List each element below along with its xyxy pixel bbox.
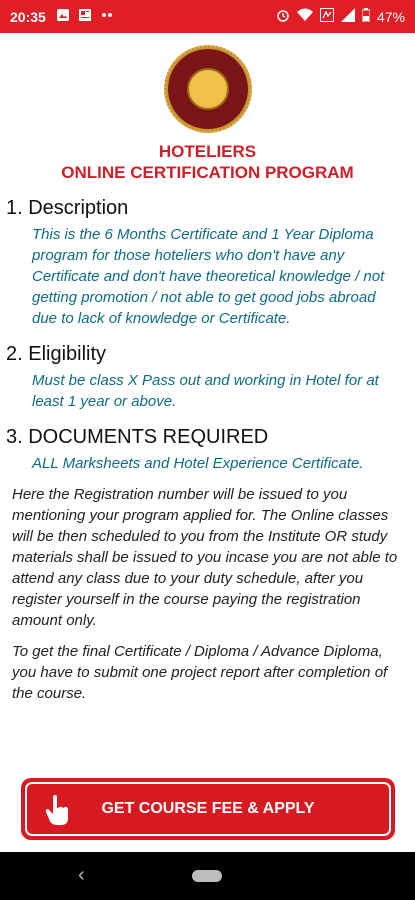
section-heading-documents: 3. DOCUMENTS REQUIRED bbox=[6, 426, 269, 448]
section-heading-eligibility: 2. Eligibility bbox=[6, 343, 107, 365]
cta-area bbox=[0, 765, 415, 852]
section-body-eligibility: Must be class X Pass out and working in Hotel for at least 1 year or above. bbox=[32, 372, 379, 410]
alarm-icon bbox=[276, 8, 290, 25]
wifi-icon bbox=[297, 8, 313, 25]
apply-button-inner[interactable] bbox=[25, 782, 391, 836]
status-time: 20:35 bbox=[10, 8, 46, 25]
status-bar bbox=[0, 0, 415, 33]
home-pill-icon[interactable] bbox=[192, 870, 222, 882]
section-body-documents: ALL Marksheets and Hotel Experience Certificate. bbox=[32, 455, 364, 472]
back-chevron-icon[interactable]: ‹ bbox=[78, 864, 85, 886]
section-heading-description: 1. Description bbox=[6, 197, 129, 219]
system-nav-bar bbox=[0, 852, 415, 900]
pointing-hand-icon bbox=[45, 794, 69, 831]
certificate-paragraph: To get the final Certificate / Diploma / Advance Diploma, you have to submit one project report after completion of the course. bbox=[12, 643, 388, 702]
signal-icon bbox=[341, 8, 355, 25]
placement-badge bbox=[0, 39, 415, 139]
news-icon bbox=[78, 8, 92, 25]
image-icon bbox=[56, 8, 70, 25]
section-body-description: This is the 6 Months Certificate and 1 Year Diploma program for those hoteliers who don't have any Certificate and don't have theoretical knowledge / not getting promotion / not able to get good jobs abroad due to lack of knowledge or Certificate. bbox=[32, 226, 385, 327]
battery-percent: 47% bbox=[376, 8, 405, 25]
lte-icon bbox=[320, 8, 334, 25]
registration-paragraph: Here the Registration number will be issued to you mentioning your program applied for. The Online classes will be then scheduled to you from the Institute OR study materials shall be issued to you incase you are not able to attend any class due to your duty schedule, after you register yourself in the course paying the registration amount only. bbox=[12, 486, 398, 629]
program-line1: HOTELIERS bbox=[158, 142, 257, 161]
battery-icon bbox=[362, 8, 370, 25]
apply-button-label: GET COURSE FEE & APPLY bbox=[101, 800, 315, 817]
program-line2: ONLINE CERTIFICATION PROGRAM bbox=[61, 163, 354, 182]
content-scroll[interactable] bbox=[0, 33, 415, 765]
more-dots-icon bbox=[100, 8, 114, 25]
program-title bbox=[0, 141, 415, 183]
get-course-fee-apply-button[interactable] bbox=[21, 778, 395, 840]
badge-seal-icon bbox=[158, 39, 258, 139]
